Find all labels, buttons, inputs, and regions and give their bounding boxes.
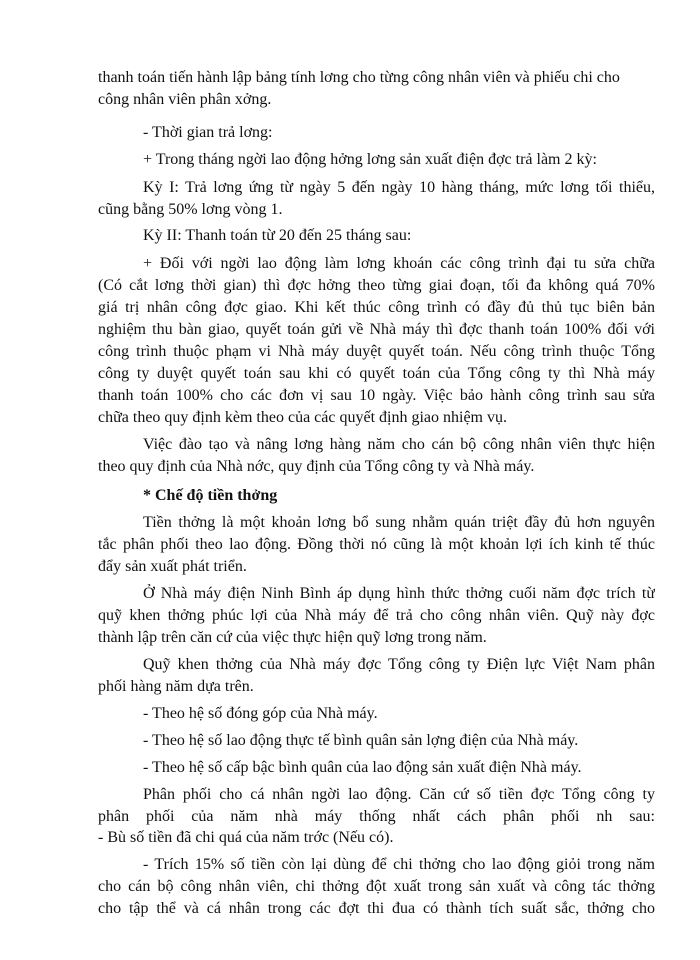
list-item: - Theo hệ số lao động thực tế bình quân sản lợng điện của Nhà máy. [143, 732, 579, 749]
text-line: thành lập trên căn cứ của việc thực hiện quỹ lơng trong năm. [98, 629, 487, 646]
text-line: - Thời gian trả lơng: [143, 124, 273, 141]
text-line: Tiền thởng là một khoản lơng bổ sung nhằm quán triệt đầy đủ hơn nguyên [143, 514, 655, 531]
text-line: phối hàng năm dựa trên. [98, 678, 254, 695]
text-line: + Trong tháng ngời lao động hởng lơng sản xuất điện đợc trả làm 2 kỳ: [143, 151, 597, 168]
text-line: giá trị nhân công đợc giao. Khi kết thúc công trình có đầy đủ thủ tục biên bản [98, 299, 655, 316]
list-item: - Theo hệ số đóng góp của Nhà máy. [143, 705, 378, 722]
text-line: Phân phối cho cá nhân ngời lao động. Căn cứ số tiền đợc Tổng công ty [143, 786, 655, 803]
text-line: cũng bằng 50% lơng vòng 1. [98, 201, 283, 218]
text-line: thanh toán 100% cho các đơn vị sau 10 ngày. Việc bảo hành công trình sau sửa [98, 387, 655, 404]
section-heading: * Chế độ tiền thởng [143, 487, 278, 504]
text-line: thanh toán tiến hành lập bảng tính lơng cho từng công nhân viên và phiếu chi cho [98, 69, 620, 86]
text-line: quỹ khen thởng phúc lợi của Nhà máy để trả cho công nhân viên. Quỹ này đợc [98, 607, 655, 624]
text-line: cho tập thể và cá nhân trong các đợt thi đua có thành tích suất sắc, thởng cho [98, 900, 655, 917]
text-line: Việc đào tạo và nâng lơng hàng năm cho cán bộ công nhân viên thực hiện [143, 436, 655, 453]
text-line: phân phối của năm nhà máy thống nhất cách phân phối nh sau: [98, 808, 655, 825]
text-line: + Đối với ngời lao động làm lơng khoán các công trình đại tu sửa chữa [143, 255, 655, 272]
text-line: Ở Nhà máy điện Ninh Bình áp dụng hình thức thởng cuối năm đợc trích từ [143, 585, 655, 602]
text-line: Quỹ khen thởng của Nhà máy đợc Tổng công ty Điện lực Việt Nam phân [143, 656, 655, 673]
text-line: công trình thuộc phạm vi Nhà máy duyệt quyết toán. Nếu công trình thuộc Tổng [98, 343, 655, 360]
text-line: công ty duyệt quyết toán sau khi có quyết toán của Tổng công ty thì Nhà máy [98, 365, 655, 382]
text-line: công nhân viên phân xởng. [98, 91, 272, 108]
text-line: đẩy sản xuất phát triển. [98, 558, 247, 575]
text-line: cho cán bộ công nhân viên, chi thởng đột xuất trong sản xuất và công tác thởng [98, 878, 655, 895]
text-line: (Có cắt lơng thời gian) thì đợc hởng theo từng giai đoạn, tối đa không quá 70% [98, 277, 655, 294]
list-item: - Theo hệ số cấp bậc bình quân của lao động sản xuất điện Nhà máy. [143, 759, 582, 776]
text-line: nghiệm thu bàn giao, quyết toán gửi về Nhà máy thì đợc thanh toán 100% đối với [98, 321, 655, 338]
text-line: tắc phân phối theo lao động. Đồng thời nó cũng là một khoản lợi ích kinh tế thúc [98, 536, 655, 553]
text-line: Kỳ II: Thanh toán từ 20 đến 25 tháng sau: [143, 227, 412, 244]
text-line: theo quy định của Nhà nớc, quy định của Tổng công ty và Nhà máy. [98, 458, 535, 475]
text-line: - Trích 15% số tiền còn lại dùng để chi thởng cho lao động giỏi trong năm [143, 856, 655, 873]
text-line: chữa theo quy định kèm theo của các quyết định giao nhiệm vụ. [98, 409, 507, 426]
text-line: - Bù số tiền đã chi quá của năm trớc (Nếu có). [98, 829, 394, 846]
text-line: Kỳ I: Trả lơng ứng từ ngày 5 đến ngày 10 hàng tháng, mức lơng tối thiểu, [143, 179, 655, 196]
